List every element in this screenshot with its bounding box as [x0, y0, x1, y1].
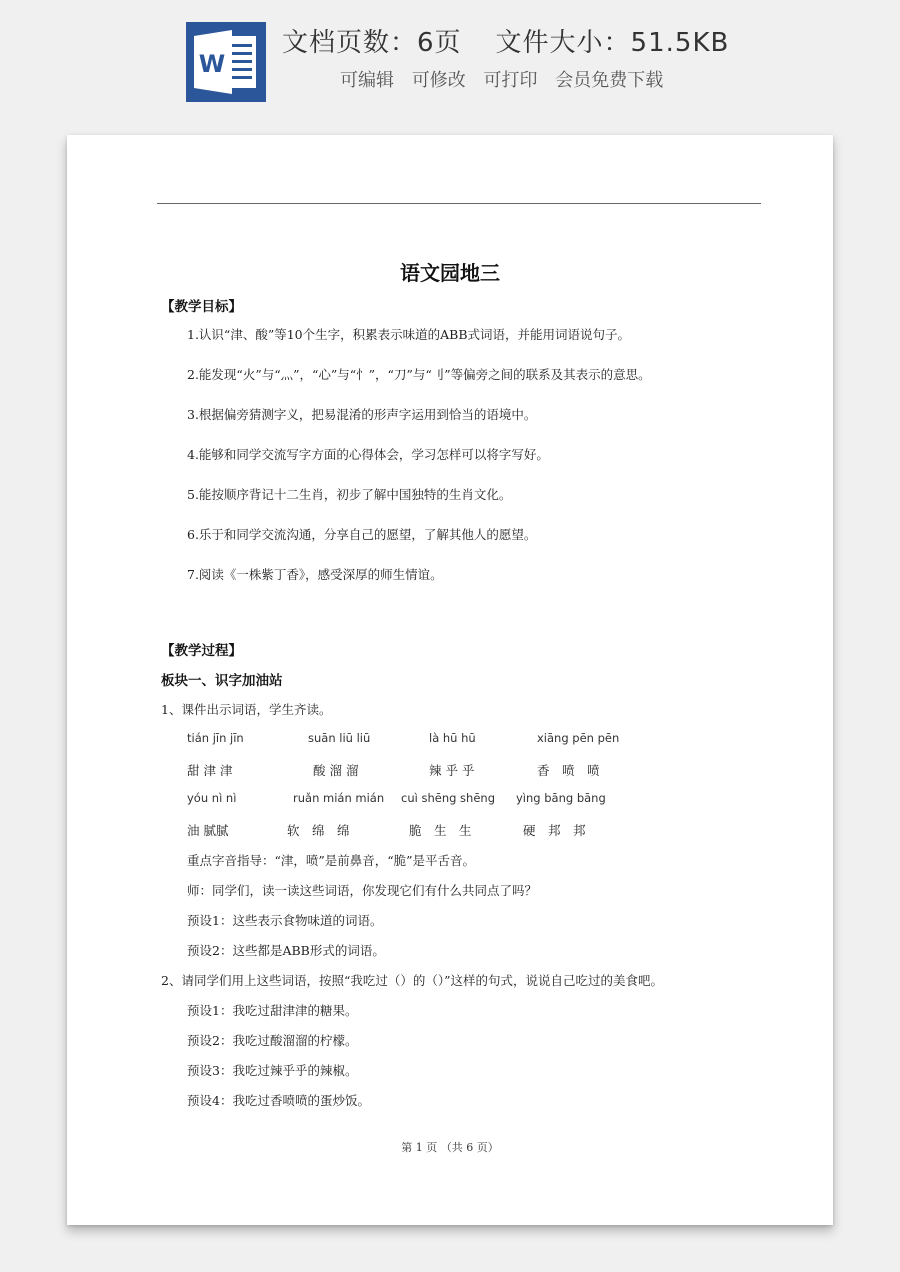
- pinyin-cell: là hū hū: [429, 731, 476, 745]
- pinyin-cell: yìng bāng bāng: [516, 791, 606, 805]
- word-cell: 脆 生 生: [409, 823, 472, 838]
- word-cell: 硬 邦 邦: [523, 823, 586, 838]
- page-count: 文档页数：6页: [282, 28, 462, 58]
- feature-modifiable: 可修改: [411, 70, 466, 91]
- preset-sentence: 预设4：我吃过香喷喷的蛋炒饭。: [187, 1093, 370, 1108]
- feature-free-download: 会员免费下载: [555, 70, 664, 91]
- pinyin-cell: ruǎn mián mián: [293, 791, 385, 805]
- goal-item: 6.乐于和同学交流沟通，分享自己的愿望，了解其他人的愿望。: [187, 527, 537, 542]
- pronunciation-note: 重点字音指导：“津，喷”是前鼻音，“脆”是平舌音。: [187, 853, 476, 868]
- preset-answer: 预设2：这些都是ABB形式的词语。: [187, 943, 385, 958]
- word-document-icon: [186, 22, 266, 102]
- pinyin-cell: cuì shēng shēng: [401, 791, 496, 805]
- word-icon-letter: W: [198, 50, 226, 78]
- feature-list: [340, 66, 675, 92]
- block-heading: 板块一、识字加油站: [161, 673, 283, 689]
- preset-sentence: 预设3：我吃过辣乎乎的辣椒。: [187, 1063, 358, 1078]
- pinyin-cell: suān liū liū: [308, 731, 371, 745]
- goal-item: 2.能发现“火”与“灬”，“心”与“忄”，“刀”与“刂”等偏旁之间的联系及其表示的意思。: [187, 367, 651, 382]
- pinyin-cell: xiāng pēn pēn: [537, 731, 620, 745]
- step-1: 1、课件出示词语，学生齐读。: [161, 702, 332, 717]
- goal-item: 5.能按顺序背记十二生肖，初步了解中国独特的生肖文化。: [187, 487, 512, 502]
- process-heading: 【教学过程】: [161, 643, 242, 659]
- file-meta: [282, 22, 763, 59]
- pinyin-cell: tián jīn jīn: [187, 731, 244, 745]
- feature-editable: 可编辑: [340, 70, 394, 91]
- teacher-question: 师：同学们，读一读这些词语，你发现它们有什么共同点了吗？: [187, 883, 538, 898]
- preset-sentence: 预设2：我吃过酸溜溜的柠檬。: [187, 1033, 358, 1048]
- preset-answer: 预设1：这些表示食物味道的词语。: [187, 913, 383, 928]
- preset-sentence: 预设1：我吃过甜津津的糖果。: [187, 1003, 358, 1018]
- word-cell: 油 腻腻: [187, 823, 229, 838]
- word-cell: 酸 溜 溜: [313, 763, 359, 778]
- header-rule: [157, 203, 761, 204]
- goal-item: 4.能够和同学交流写字方面的心得体会，学习怎样可以将字写好。: [187, 447, 549, 462]
- word-cell: 甜 津 津: [187, 763, 233, 778]
- step-2: 2、请同学们用上这些词语，按照“我吃过（）的（）”这样的句式，说说自己吃过的美食吧。: [161, 973, 663, 988]
- goal-item: 7.阅读《一株紫丁香》，感受深厚的师生情谊。: [187, 567, 443, 582]
- document-page: [67, 135, 833, 1225]
- page-footer: 第 1 页 （共 6 页）: [401, 1141, 499, 1154]
- word-cell: 软 绵 绵: [287, 823, 350, 838]
- file-size: 文件大小：51.5KB: [495, 28, 730, 58]
- goal-item: 3.根据偏旁猜测字义，把易混淆的形声字运用到恰当的语境中。: [187, 407, 537, 422]
- word-cell: 辣 乎 乎: [429, 763, 475, 778]
- goal-item: 1.认识“津、酸”等10个生字，积累表示味道的ABB式词语，并能用词语说句子。: [187, 327, 631, 342]
- feature-printable: 可打印: [483, 70, 538, 91]
- word-cell: 香 喷 喷: [537, 763, 600, 778]
- document-title: 语文园地三: [400, 261, 500, 285]
- pinyin-cell: yóu nì nì: [187, 791, 237, 805]
- goal-heading: 【教学目标】: [161, 299, 242, 315]
